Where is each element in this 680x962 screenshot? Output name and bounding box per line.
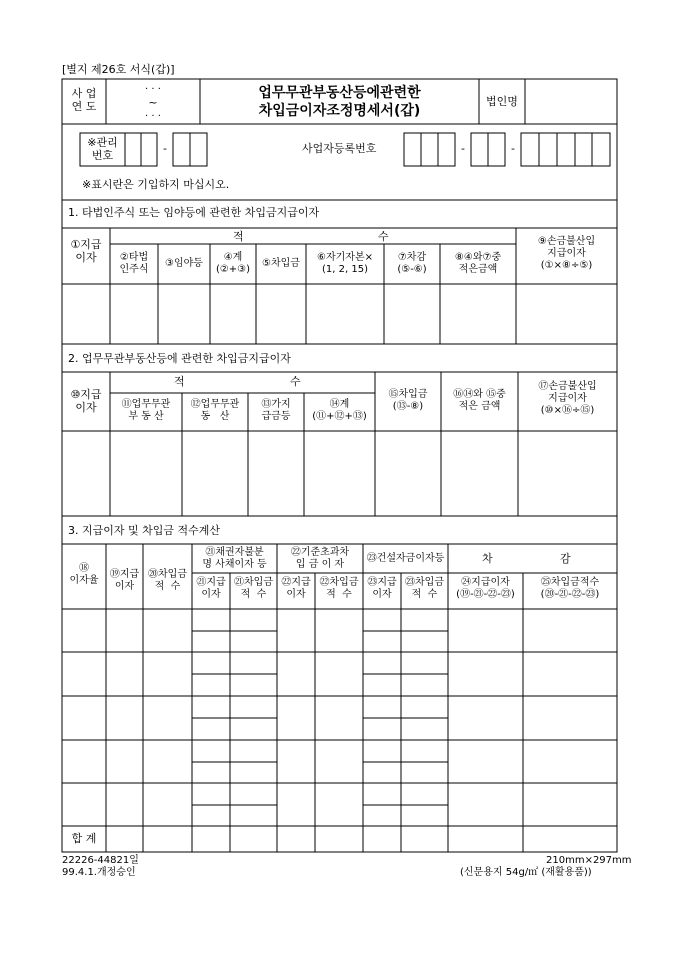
s1-accum-b: 수	[378, 230, 389, 243]
s1-col6: ⑥자기자본× (1, 2, 15)	[317, 252, 373, 275]
s3-sub-accum-b: ㉒차입금 적 수	[319, 577, 359, 600]
s3-sub-interest-c: ㉓지급 이자	[367, 577, 397, 600]
footer-code: 22226-44821일	[62, 855, 139, 866]
s3-sub-interest-b: ㉒지급 이자	[281, 577, 311, 600]
biz-reg-dash-2: -	[511, 142, 515, 155]
form-label: [별지 제26호 서식(갑)]	[62, 63, 175, 76]
mgmt-no-dash: -	[163, 142, 167, 155]
s3-sub-interest-a: ㉑지급 이자	[196, 577, 226, 600]
biz-reg-dash-1: -	[461, 142, 465, 155]
s2-col14: ⑭계 (⑪+⑫+⑬)	[312, 399, 367, 422]
section2-title: 2. 업무무관부동산등에 관련한 차입금지급이자	[68, 352, 291, 365]
s3-col20: ⑳차입금 적 수	[148, 569, 187, 592]
outer-border	[62, 79, 617, 852]
s1-accum-a: 적	[233, 230, 244, 243]
s1-col2: ②타법 인주식	[119, 252, 149, 275]
period-tilde: ~	[148, 96, 158, 109]
s1-col8: ⑧④와⑦중 적은금액	[454, 252, 502, 275]
s3-net-interest: ㉔지급이자 (⑲-㉑-㉒-㉓)	[456, 577, 515, 600]
s2-col16: ⑯⑭와 ⑮중 적은 금액	[453, 389, 506, 412]
s3-diff-b: 감	[560, 552, 571, 565]
s1-col3: ③임야등	[165, 258, 203, 269]
business-year-label: 사 업 연 도	[71, 87, 97, 114]
s3-col19: ⑲지급 이자	[109, 569, 140, 592]
footer-approval: 99.4.1.개정승인	[62, 867, 136, 878]
corp-name-field[interactable]	[526, 80, 616, 123]
biz-reg-label: 사업자등록번호	[302, 142, 377, 155]
period-dots-bottom: . . .	[145, 108, 161, 119]
s1-col9: ⑨손금불산입 지급이자 (①×⑧÷⑤)	[537, 236, 596, 271]
section1-title: 1. 타법인주식 또는 임야등에 관련한 차입금지급이자	[68, 206, 320, 219]
s1-col-interest: ①지급 이자	[70, 238, 102, 265]
s2-col11: ⑪업무무관 부 동 산	[121, 399, 171, 422]
s2-col17: ⑰손금불산입 지급이자 (⑩×⑯÷⑮)	[538, 381, 597, 416]
s3-col23-head: ㉓건설자금이자등	[366, 553, 445, 564]
s3-col21-head: ㉑채권자불분 명 사채이자 등	[202, 547, 267, 570]
s2-accum-a: 적	[174, 375, 185, 388]
footer-paper: (신문용지 54g/㎡ (재활용품))	[460, 867, 592, 878]
mgmt-note: ※표시란은 기입하지 마십시오.	[82, 178, 230, 191]
section3-title: 3. 지급이자 및 차입금 적수계산	[68, 524, 220, 537]
s3-sub-accum-c: ㉓차입금 적 수	[405, 577, 444, 600]
s1-col4: ④계 (②+③)	[215, 252, 251, 275]
s3-net-accum: ㉕차입금적수 (⑳-㉑-㉒-㉓)	[540, 577, 600, 600]
mgmt-no-label: ※관리 번호	[87, 136, 118, 163]
s2-accum-b: 수	[290, 375, 301, 388]
s2-col13: ⑬가지 급금등	[261, 399, 291, 422]
s3-col18: ⑱ 이자율	[69, 563, 99, 586]
form-title-line2: 차입금이자조정명세서(갑)	[258, 103, 421, 119]
s3-sub-accum-a: ㉑차입금 적 수	[234, 577, 273, 600]
form-title-line1: 업무무관부동산등에관련한	[258, 85, 421, 101]
s3-diff-a: 차	[482, 552, 493, 565]
s1-col5: ⑤차입금	[262, 258, 300, 269]
corp-name-label: 법인명	[486, 95, 518, 108]
s3-col22-head: ㉒기준초과차 입 금 이 자	[290, 547, 350, 570]
s1-col7: ⑦차감 (⑤-⑥)	[397, 252, 427, 275]
period-dots-top: · · ·	[145, 84, 161, 95]
s2-col10: ⑩지급 이자	[70, 388, 102, 415]
footer-size: 210mm×297mm	[546, 855, 632, 866]
s2-col12: ⑫업무무관 동 산	[190, 399, 240, 422]
s3-total: 합 계	[71, 832, 97, 845]
s2-col15: ⑮차입금 (⑬-⑧)	[388, 389, 428, 412]
